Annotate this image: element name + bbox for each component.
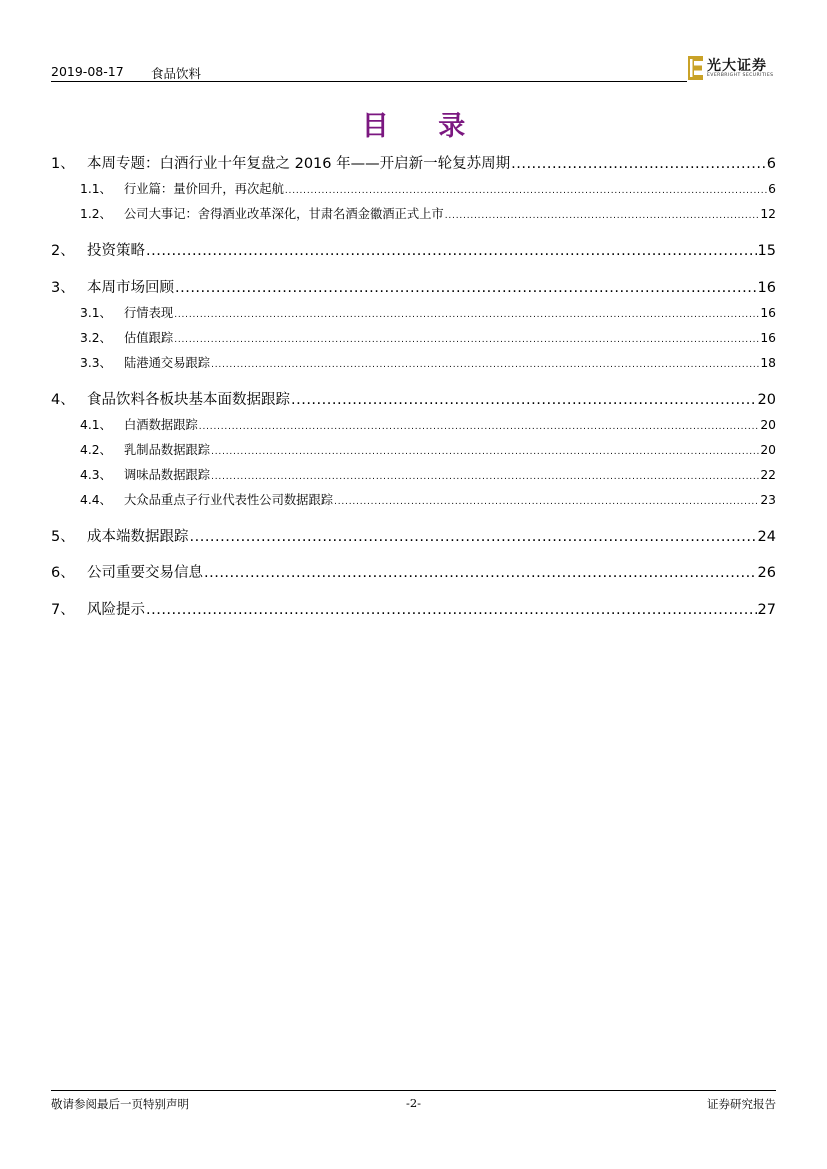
toc-dot-leader <box>204 565 757 581</box>
toc-entry-page: 12 <box>760 207 776 221</box>
toc-entry-number: 5、 <box>51 529 75 545</box>
toc-dot-leader <box>445 211 760 221</box>
toc-entry-title: 公司大事记：舍得酒业改革深化，甘肃名酒金徽酒正式上市 <box>124 207 444 221</box>
toc-dot-leader <box>174 310 759 320</box>
toc-entry-page: 18 <box>760 356 776 370</box>
toc-entry[interactable] <box>51 353 776 371</box>
toc-entry[interactable] <box>51 598 776 619</box>
toc-entry-page: 16 <box>757 280 776 296</box>
footer-disclaimer: 敬请参阅最后一页特别声明 <box>51 1097 189 1111</box>
toc-dot-leader <box>190 529 757 545</box>
toc-entry-number: 3.3、 <box>80 356 112 370</box>
toc-entry-page: 20 <box>757 392 776 408</box>
toc-entry-number: 4.1、 <box>80 418 112 432</box>
toc-dot-leader <box>285 186 767 196</box>
toc-entry-title: 乳制品数据跟踪 <box>124 443 211 457</box>
toc-entry-number: 4.3、 <box>80 468 112 482</box>
toc-entry-title: 估值跟踪 <box>124 331 174 345</box>
everbright-logo-icon <box>687 55 705 81</box>
toc-entry-page: 20 <box>760 418 776 432</box>
toc-entry-title: 本周市场回顾 <box>87 280 174 296</box>
toc-entry-number: 3.1、 <box>80 306 112 320</box>
toc-entry[interactable] <box>51 204 776 222</box>
toc-entry[interactable] <box>51 276 776 297</box>
toc-entry-page: 22 <box>760 468 776 482</box>
toc-entry-number: 4.4、 <box>80 493 112 507</box>
toc-entry-page: 27 <box>757 602 776 618</box>
logo-chinese-name: 光大证券 <box>707 58 767 74</box>
header-sector: 食品饮料 <box>151 66 202 81</box>
footer-page-number: -2- <box>405 1096 422 1110</box>
header-date: 2019-08-17 <box>51 64 124 79</box>
toc-entry-page: 6 <box>766 156 776 172</box>
toc-entry-page: 24 <box>757 529 776 545</box>
toc-dot-leader <box>334 497 759 507</box>
toc-title: 目 录 <box>361 111 486 142</box>
toc-entry-page: 26 <box>757 565 776 581</box>
logo-english-name: EVERBRIGHT SECURITIES <box>707 73 774 78</box>
toc-entry-page: 15 <box>757 243 776 259</box>
toc-entry-number: 2、 <box>51 243 75 259</box>
everbright-logo <box>687 55 777 85</box>
toc-entry-page: 20 <box>760 443 776 457</box>
toc-entry-title: 本周专题：白酒行业十年复盘之 2016 年——开启新一轮复苏周期 <box>87 156 511 172</box>
toc-entry-title: 白酒数据跟踪 <box>124 418 198 432</box>
toc-entry-number: 1.1、 <box>80 182 112 196</box>
toc-entry[interactable] <box>51 561 776 582</box>
toc-entry[interactable] <box>51 490 776 508</box>
toc-entry-title: 大众品重点子行业代表性公司数据跟踪 <box>124 493 334 507</box>
toc-entry-number: 1.2、 <box>80 207 112 221</box>
toc-dot-leader <box>175 280 757 296</box>
toc-dot-leader <box>174 335 759 345</box>
toc-dot-leader <box>511 156 766 172</box>
toc-entry-number: 6、 <box>51 565 75 581</box>
toc-entry-title: 行情表现 <box>124 306 174 320</box>
toc-entry-title: 成本端数据跟踪 <box>87 529 189 545</box>
toc-entry[interactable] <box>51 239 776 260</box>
toc-dot-leader <box>146 243 757 259</box>
page-header <box>51 60 776 84</box>
toc-entry-number: 1、 <box>51 156 75 172</box>
toc-entry[interactable] <box>51 328 776 346</box>
toc-entry[interactable] <box>51 179 776 197</box>
toc-dot-leader <box>291 392 757 408</box>
page-footer <box>51 1090 776 1120</box>
toc-entry-title: 调味品数据跟踪 <box>124 468 211 482</box>
toc-entry[interactable] <box>51 415 776 433</box>
toc-entry-page: 16 <box>760 306 776 320</box>
toc-entry-title: 公司重要交易信息 <box>87 565 203 581</box>
toc-entry-number: 3、 <box>51 280 75 296</box>
toc-entry[interactable] <box>51 465 776 483</box>
toc-entry-title: 陆港通交易跟踪 <box>124 356 211 370</box>
toc-entry-title: 食品饮料各板块基本面数据跟踪 <box>87 392 290 408</box>
toc-entry-title: 行业篇：量价回升，再次起航 <box>124 182 284 196</box>
header-rule <box>51 81 687 82</box>
toc-dot-leader <box>199 422 760 432</box>
toc-dot-leader <box>211 447 759 457</box>
toc-entry[interactable] <box>51 303 776 321</box>
footer-report-type: 证券研究报告 <box>707 1097 776 1111</box>
toc-entry-title: 投资策略 <box>87 243 145 259</box>
toc-entry[interactable] <box>51 152 776 173</box>
toc-dot-leader <box>211 360 759 370</box>
toc-entry[interactable] <box>51 525 776 546</box>
toc-entry-title: 风险提示 <box>87 602 145 618</box>
footer-rule <box>51 1090 776 1091</box>
toc-entry-number: 4、 <box>51 392 75 408</box>
toc-dot-leader <box>211 472 759 482</box>
toc-entry-page: 6 <box>768 182 776 196</box>
toc-entry[interactable] <box>51 388 776 409</box>
toc-entry-page: 16 <box>760 331 776 345</box>
toc-entry[interactable] <box>51 440 776 458</box>
toc-entry-number: 4.2、 <box>80 443 112 457</box>
toc-dot-leader <box>146 602 757 618</box>
toc-entry-page: 23 <box>760 493 776 507</box>
toc-entry-number: 7、 <box>51 602 75 618</box>
toc-entry-number: 3.2、 <box>80 331 112 345</box>
